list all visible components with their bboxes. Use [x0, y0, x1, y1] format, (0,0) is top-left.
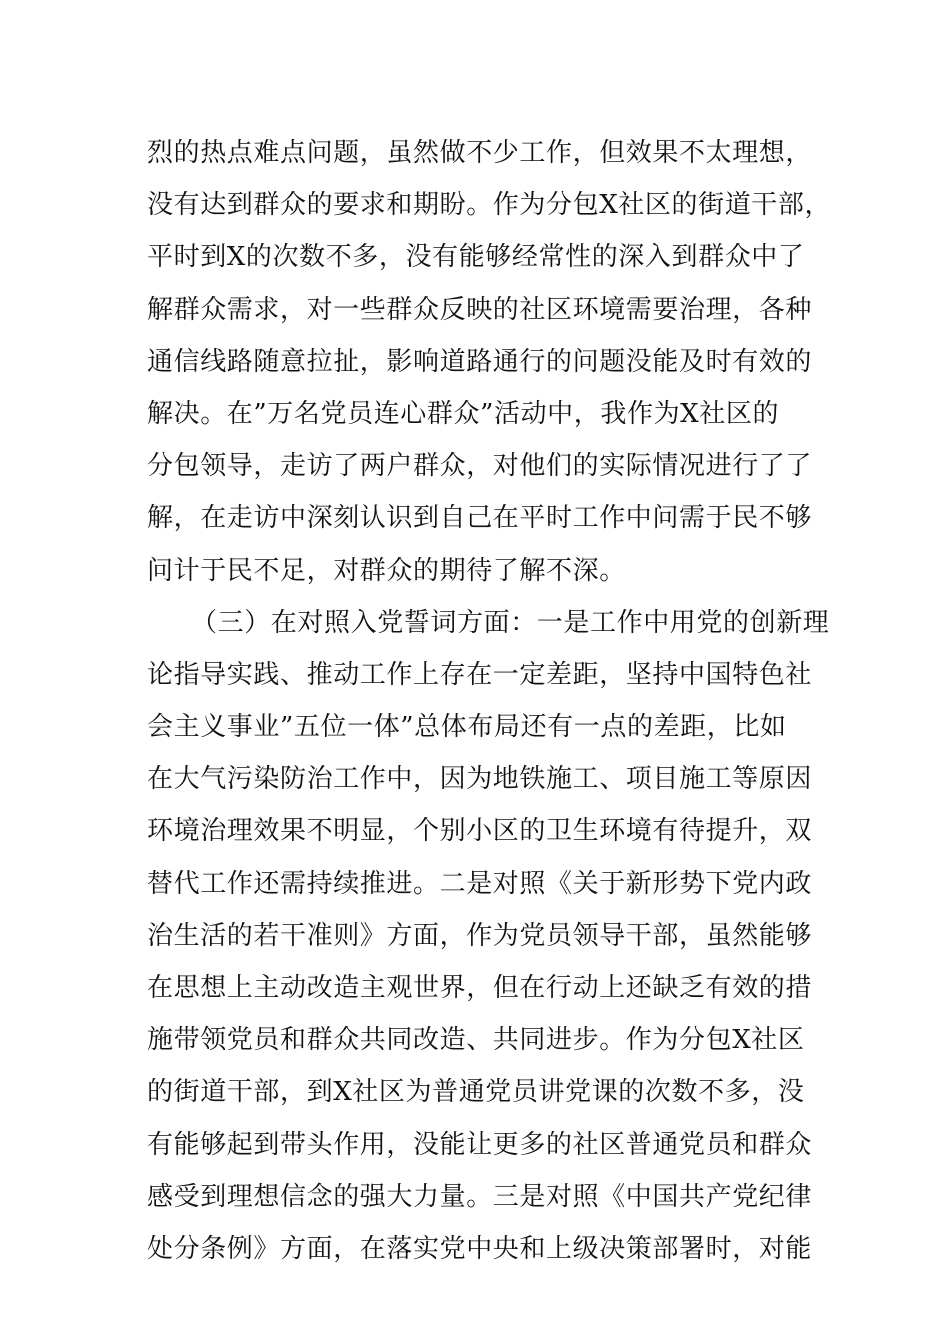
text-line-15: 替代工作还需持续推进。二是对照《关于新形势下党内政 [147, 868, 813, 899]
text-line-20: 有能够起到带头作用，没能让更多的社区普通党员和群众 [147, 1129, 813, 1160]
text-line-14: 环境治理效果不明显，个别小区的卫生环境有待提升，双 [147, 816, 813, 847]
text-line-16: 治生活的若干准则》方面，作为党员领导干部，虽然能够 [147, 920, 813, 951]
section-three-first-line: （三）在对照入党誓词方面：一是工作中用党的创新理 [191, 607, 830, 638]
text-line-9: 问计于民不足，对群众的期待了解不深。 [147, 555, 626, 586]
text-line-12: 会主义事业”五位一体”总体布局还有一点的差距，比如 [147, 712, 787, 743]
text-line-2: 没有达到群众的要求和期盼。作为分包X社区的街道干部， [147, 190, 832, 221]
text-line-13: 在大气污染防治工作中，因为地铁施工、项目施工等原因 [147, 764, 813, 795]
body-text [147, 127, 832, 1275]
text-line-19: 的街道干部，到X社区为普通党员讲党课的次数不多，没 [147, 1077, 805, 1108]
text-line-21: 感受到理想信念的强大力量。三是对照《中国共产党纪律 [147, 1181, 813, 1212]
text-line-17: 在思想上主动改造主观世界，但在行动上还缺乏有效的措 [147, 973, 813, 1003]
text-line-3: 平时到X的次数不多，没有能够经常性的深入到群众中了 [147, 242, 805, 273]
text-line-8: 解，在走访中深刻认识到自己在平时工作中问需于民不够 [147, 503, 813, 534]
text-line-11: 论指导实践、推动工作上存在一定差距，坚持中国特色社 [147, 659, 813, 690]
text-line-5: 通信线路随意拉扯，影响道路通行的问题没能及时有效的 [147, 346, 813, 377]
text-line-22: 处分条例》方面，在落实党中央和上级决策部署时，对能 [147, 1233, 813, 1264]
text-line-4: 解群众需求，对一些群众反映的社区环境需要治理，各种 [147, 294, 813, 325]
text-line-18: 施带领党员和群众共同改造、共同进步。作为分包X社区 [147, 1025, 805, 1056]
text-line-7: 分包领导，走访了两户群众，对他们的实际情况进行了了 [147, 451, 813, 482]
text-line-6: 解决。在”万名党员连心群众”活动中，我作为X社区的 [147, 398, 780, 429]
text-line-1: 烈的热点难点问题，虽然做不少工作，但效果不太理想， [147, 138, 813, 168]
